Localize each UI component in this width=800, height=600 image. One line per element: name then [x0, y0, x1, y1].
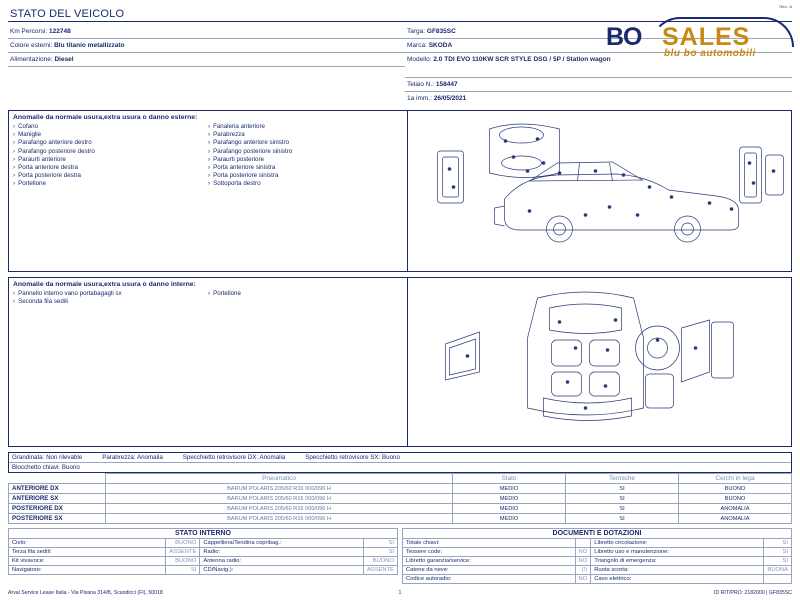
logo-brand-secondary: SALES	[662, 23, 751, 51]
field-model	[405, 53, 792, 78]
list-item: › Paraurti posteriore	[208, 156, 403, 164]
footer-company: Arval Service Lease Italia - Via Pisana 314/B, Scandicci (FI), 50018	[8, 590, 163, 596]
table-row	[9, 484, 792, 494]
table-row	[9, 539, 398, 548]
field-color	[8, 39, 405, 53]
interior-value: BUONO	[363, 557, 397, 566]
internal-anomalies-lists	[9, 290, 407, 310]
document-key: Libretto uso e manutenzione:	[591, 548, 764, 557]
field-first-registration-label: 1a imm.:	[407, 95, 432, 102]
list-item: › Parafango posteriore sinistro	[208, 148, 403, 156]
list-item: › Portellone	[208, 290, 403, 298]
field-km-value: 122748	[49, 28, 71, 35]
tyre-position: POSTERIORE DX	[9, 504, 106, 514]
field-plate-label: Targa:	[407, 28, 426, 35]
tyres-col-state: Stato	[453, 474, 566, 484]
document-value: BUONA	[764, 566, 792, 575]
footer-reference: ID RIT/PRO: 2182000 | GF835SC	[713, 590, 792, 596]
note-hail-label: Grandinata:	[12, 454, 45, 461]
document-key: Codice autoradio:	[403, 575, 576, 584]
interior-value: BUONO	[166, 557, 200, 566]
list-item: › Portellone	[13, 180, 208, 188]
external-anomalies-heading: Anomalie da normale usura,extra usura o danno esterne:	[13, 114, 198, 121]
note-hail-value: Non rilevable	[46, 454, 83, 461]
field-first-registration	[405, 92, 792, 105]
list-item: › Parafango anteriore sinistro	[208, 139, 403, 147]
note-mirror-left	[305, 454, 400, 461]
bottom-tables	[8, 528, 792, 584]
tyre-rims: BUONO	[679, 494, 792, 504]
document-value: NO	[575, 575, 591, 584]
table-row	[403, 566, 792, 575]
document-key: Libretto circolazione:	[591, 539, 764, 548]
field-km-label: Km Percorsi:	[10, 28, 48, 35]
note-hail	[12, 454, 82, 461]
tyre-thermal: SI	[566, 514, 679, 524]
external-anomalies-col1	[13, 123, 208, 189]
tyre-rims: ANOMALIA	[679, 504, 792, 514]
table-row	[9, 494, 792, 504]
list-item: › Porta anteriore sinistra	[208, 164, 403, 172]
field-fuel-label: Alimentazione:	[10, 56, 53, 63]
table-row	[403, 539, 792, 548]
interior-key: Antenna radio:	[200, 557, 364, 566]
internal-anomalies-col1	[13, 290, 208, 306]
field-km	[8, 25, 405, 39]
field-make-label: Marca:	[407, 42, 427, 49]
internal-anomalies-panel	[8, 277, 792, 447]
document-value: SI	[764, 539, 792, 548]
list-item: › Parabrezza	[208, 131, 403, 139]
field-color-value: Blu titanio metallizzato	[54, 42, 125, 49]
header-left-block	[8, 25, 405, 105]
interior-value: SI	[363, 548, 397, 557]
field-color-label: Colore esterni:	[10, 42, 53, 49]
field-make	[405, 39, 792, 53]
tyre-state: MEDIO	[453, 494, 566, 504]
title-divider	[8, 21, 792, 22]
tyre-thermal: SI	[566, 494, 679, 504]
documents-title: DOCUMENTI E DOTAZIONI	[402, 528, 792, 538]
table-row	[9, 548, 398, 557]
internal-anomalies-list-area	[9, 278, 408, 446]
field-fuel-value: Diesel	[54, 56, 74, 63]
field-make-value: SKODA	[428, 42, 453, 49]
vehicle-exterior-diagram	[408, 111, 791, 271]
list-item: › Cofano	[13, 123, 208, 131]
field-chassis	[405, 78, 792, 92]
tyre-model: BARUM POLARIS 205/60 R16 000/096 H	[106, 484, 453, 494]
internal-anomalies-col2	[208, 290, 403, 306]
list-item: › Porta posteriore destra	[13, 172, 208, 180]
tyres-table	[8, 473, 792, 524]
tyre-state: MEDIO	[453, 484, 566, 494]
document-value: NO	[575, 548, 591, 557]
tyre-model: BARUM POLARIS 205/60 R16 000/096 H	[106, 494, 453, 504]
external-anomalies-panel	[8, 110, 792, 272]
interior-key: Cielo:	[9, 539, 166, 548]
document-value: (!)	[575, 566, 591, 575]
table-row	[403, 557, 792, 566]
document-key: Tessere code:	[403, 548, 576, 557]
document-key: Ruota scorta:	[591, 566, 764, 575]
footer-page-number: 1	[398, 590, 402, 596]
document-value	[764, 575, 792, 584]
document-value	[575, 539, 591, 548]
list-item: › Seconda fila sedili	[13, 298, 208, 306]
condition-notes-row-2	[9, 463, 791, 472]
external-vehicle-diagram-area	[408, 111, 791, 271]
tyre-rims: ANOMALIA	[679, 514, 792, 524]
interior-key: Cappelliera/Tendina copribag.:	[200, 539, 364, 548]
interior-key: Terza fila sedili:	[9, 548, 166, 557]
interior-key: Navigatore:	[9, 566, 166, 575]
document-value: NO	[575, 557, 591, 566]
tyre-position: POSTERIORE SX	[9, 514, 106, 524]
page-title: STATO DEL VEICOLO	[10, 8, 125, 20]
list-item: › Paraurti anteriore	[13, 156, 208, 164]
note-key-block	[12, 464, 80, 471]
document-page	[8, 4, 792, 596]
note-windscreen-label: Parabrezza:	[102, 454, 136, 461]
tyre-thermal: SI	[566, 504, 679, 514]
list-item: › Maniglie	[13, 131, 208, 139]
note-key-block-value: Buono	[61, 464, 80, 471]
interior-status-title: STATO INTERNO	[8, 528, 398, 538]
tyres-col-tyre: Pneumatico	[106, 474, 453, 484]
page-footer	[8, 590, 792, 596]
document-key: Triangolo di emergenza:	[591, 557, 764, 566]
document-value: SI	[764, 557, 792, 566]
document-key: Cavo elettrico:	[591, 575, 764, 584]
revision-label: Rev.: A	[779, 4, 792, 9]
document-key: Totale chiavi:	[403, 539, 576, 548]
note-mirror-right-label: Specchietto retrovisore DX:	[182, 454, 259, 461]
note-mirror-left-value: Buono	[382, 454, 400, 461]
list-item: › Parafango posteriore destro	[13, 148, 208, 156]
tyre-position: ANTERIORE SX	[9, 494, 106, 504]
list-item: › Pannello interno vano portabagagli sx	[13, 290, 208, 298]
external-anomalies-col2	[208, 123, 403, 189]
list-item: › Sottoporta destro	[208, 180, 403, 188]
document-value: SI	[764, 548, 792, 557]
field-plate	[405, 25, 792, 39]
list-item: › Parafango anteriore destro	[13, 139, 208, 147]
condition-notes-row-1	[9, 453, 791, 463]
tyre-position: ANTERIORE DX	[9, 484, 106, 494]
tyres-table-header-row	[9, 474, 792, 484]
interior-key: Kit vivavoce:	[9, 557, 166, 566]
interior-key: Radio:	[200, 548, 364, 557]
tyre-model: BARUM POLARIS 205/60 R16 000/096 H	[106, 514, 453, 524]
logo-brand-primary: BO	[606, 23, 642, 51]
tyre-rims: BUONO	[679, 484, 792, 494]
document-key: Catene da neve:	[403, 566, 576, 575]
condition-notes	[8, 452, 792, 473]
list-item: › Fanaleria anteriore	[208, 123, 403, 131]
tyres-col-thermal: Termiche	[566, 474, 679, 484]
tyre-model: BARUM POLARIS 205/60 R16 000/096 H	[106, 504, 453, 514]
note-windscreen	[102, 454, 163, 461]
list-item: › Porta posteriore sinistra	[208, 172, 403, 180]
note-key-block-label: Blocchetto chiavi:	[12, 464, 61, 471]
table-row	[9, 514, 792, 524]
external-anomalies-list-area	[9, 111, 408, 271]
field-first-registration-value: 26/05/2021	[433, 95, 467, 102]
tyre-state: MEDIO	[453, 514, 566, 524]
tyre-thermal: SI	[566, 484, 679, 494]
table-row	[9, 557, 398, 566]
tyres-col-blank	[9, 474, 106, 484]
vehicle-interior-diagram	[408, 278, 791, 446]
note-windscreen-value: Anomalia	[136, 454, 163, 461]
external-anomalies-lists	[9, 123, 407, 193]
internal-vehicle-diagram-area	[408, 278, 791, 446]
note-mirror-left-label: Specchietto retrovisore SX:	[305, 454, 381, 461]
note-mirror-right	[183, 454, 286, 461]
tyre-state: MEDIO	[453, 504, 566, 514]
tyres-col-rims: Cerchi in lega	[679, 474, 792, 484]
header-section	[8, 25, 792, 105]
field-chassis-value: 158447	[435, 81, 458, 88]
interior-value: BUONO	[166, 539, 200, 548]
field-fuel	[8, 53, 405, 67]
interior-value: SI	[363, 539, 397, 548]
field-model-value: 2.0 TDI EVO 110KW SCR STYLE DSG / 5P / Station wagon	[433, 56, 611, 63]
header-right-block	[405, 25, 792, 105]
field-model-label: Modello:	[407, 56, 432, 63]
table-row	[9, 566, 398, 575]
interior-value: ASSENTE	[166, 548, 200, 557]
interior-status-table	[8, 528, 398, 584]
documents-table	[402, 528, 792, 584]
list-item: › Porta anteriore destra	[13, 164, 208, 172]
document-key: Libretto garanzia/service:	[403, 557, 576, 566]
interior-value: SI	[166, 566, 200, 575]
internal-anomalies-heading: Anomalie da normale usura,extra usura o danno interne:	[13, 281, 196, 288]
logo-tagline: blu bo automobili	[664, 48, 756, 59]
interior-value: ASSENTE	[363, 566, 397, 575]
table-row	[9, 504, 792, 514]
field-plate-value: GF835SC	[426, 28, 456, 35]
table-row	[403, 548, 792, 557]
note-mirror-right-value: Anomalia	[259, 454, 286, 461]
field-chassis-label: Telaio N.:	[407, 81, 435, 88]
table-row	[403, 575, 792, 584]
interior-key: CD/Navig.):	[200, 566, 364, 575]
